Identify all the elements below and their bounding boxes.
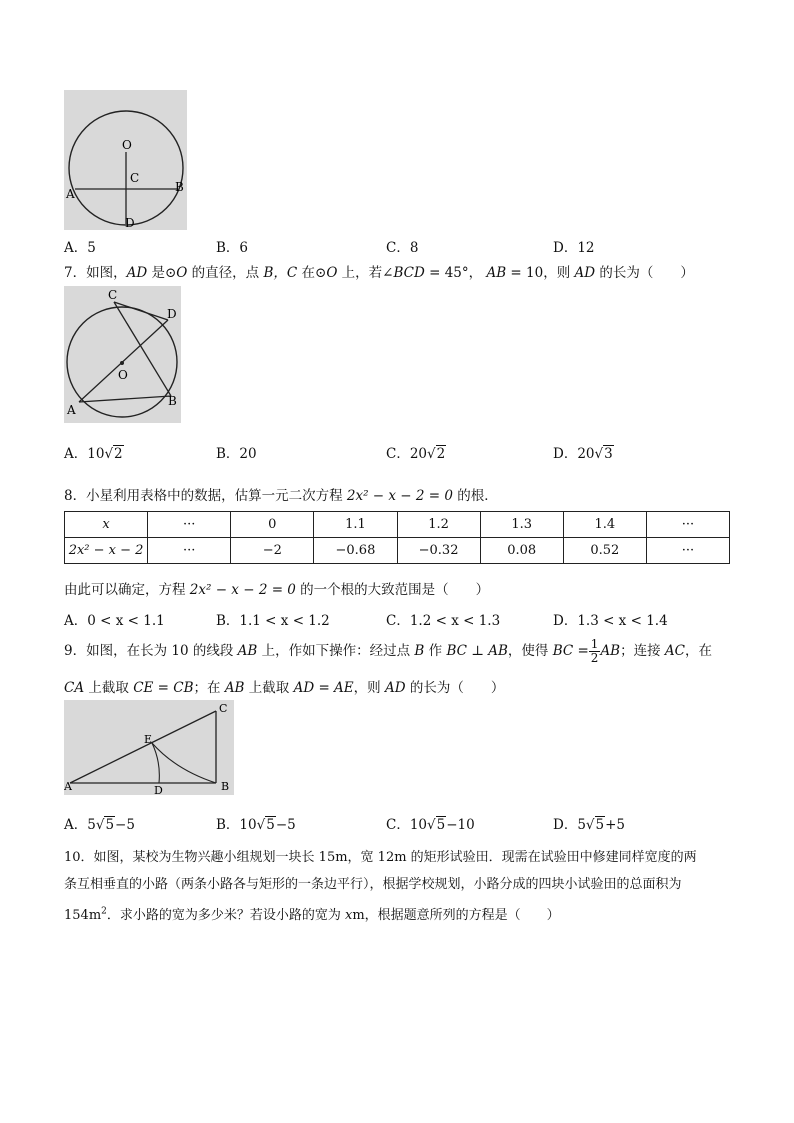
q9-label-a: A — [64, 780, 72, 793]
table-cell: x — [65, 512, 148, 538]
q10-stem-line-3: $154m^2$．求小路的宽为多少米？若设小路的宽为 xm，根据题意所列的方程是（ ） — [64, 906, 560, 923]
table-row — [65, 538, 730, 564]
q9-label-c: C — [219, 702, 228, 715]
q7-label-c: C — [108, 288, 118, 302]
q9-label-b: B — [221, 780, 230, 793]
q7-option-b[interactable]: B．20 — [216, 446, 257, 462]
table-cell: −2 — [231, 538, 314, 564]
q7-label-a: A — [67, 403, 76, 417]
q7-option-a[interactable]: A．10√2 — [64, 446, 123, 462]
table-row — [65, 512, 730, 538]
q9-option-d[interactable]: D．5√5+5 — [553, 817, 626, 833]
q7-label-b: B — [168, 394, 177, 408]
table-cell: ··· — [646, 538, 729, 564]
q9-fraction: $\frac{1}{2}$ — [590, 637, 599, 665]
q7-label-d: D — [167, 307, 177, 321]
table-cell: 1.4 — [563, 512, 646, 538]
table-cell: ··· — [646, 512, 729, 538]
table-cell: 1.3 — [480, 512, 563, 538]
q7-option-d[interactable]: D．20√3 — [553, 446, 613, 462]
q10-stem-line-1: 10．如图，某校为生物兴趣小组规划一块长 15m，宽 12m 的矩形试验田．现需在试验田中修建同样宽度的两 — [64, 850, 697, 865]
table-cell: −0.68 — [314, 538, 397, 564]
q9-option-b[interactable]: B．10√5−5 — [216, 817, 296, 833]
q9-option-c[interactable]: C．10√5−10 — [386, 817, 475, 833]
q6-label-o: O — [122, 138, 132, 152]
q8-option-d[interactable]: D．1.3 < x < 1.4 — [553, 613, 668, 629]
table-cell: 0 — [231, 512, 314, 538]
q8-value-table — [64, 511, 730, 564]
q7-option-c[interactable]: C．20√2 — [386, 446, 446, 462]
q6-option-b[interactable]: B．6 — [216, 240, 249, 256]
table-cell: 0.08 — [480, 538, 563, 564]
q9-option-a[interactable]: A．5√5−5 — [64, 817, 135, 833]
q8-stem: 8．小星利用表格中的数据，估算一元二次方程 2x² − x − 2 = 0 的根． — [64, 488, 498, 504]
q7-figure — [64, 286, 181, 423]
table-cell: 1.1 — [314, 512, 397, 538]
table-cell: ··· — [148, 512, 231, 538]
q9-stem-line-1: 9．如图，在长为 10 的线段 AB 上，作如下操作：经过点 B 作 BC ⊥ AB，使得 BC = $\frac{1}{2}$ AB；连接 AC，在 — [64, 637, 712, 665]
q8-option-c[interactable]: C．1.2 < x < 1.3 — [386, 613, 501, 629]
q8-option-b[interactable]: B．1.1 < x < 1.2 — [216, 613, 330, 629]
q7-stem: 7．如图，AD 是⊙O 的直径，点 B，C 在⊙O 上，若∠BCD = 45°， AB = 10，则 AD 的长为（ ） — [64, 265, 694, 281]
q6-option-c[interactable]: C．8 — [386, 240, 419, 256]
table-cell: 2x² − x − 2 — [65, 538, 148, 564]
table-cell: ··· — [148, 538, 231, 564]
q6-option-d[interactable]: D．12 — [553, 240, 595, 256]
q7-label-o: O — [118, 368, 128, 382]
table-cell: 1.2 — [397, 512, 480, 538]
q6-option-a[interactable]: A．5 — [64, 240, 96, 256]
q6-label-c: C — [130, 171, 140, 185]
q10-stem-line-2: 条互相垂直的小路（两条小路各与矩形的一条边平行），根据学校规划，小路分成的四块小试验田的总面积为 — [64, 877, 682, 892]
q6-label-a: A — [66, 187, 75, 201]
table-cell: −0.32 — [397, 538, 480, 564]
q8-conclusion: 由此可以确定，方程 2x² − x − 2 = 0 的一个根的大致范围是（ ） — [64, 582, 490, 598]
q9-stem-line-2: CA 上截取 CE = CB；在 AB 上截取 AD = AE，则 AD 的长为（ ） — [64, 680, 505, 696]
q6-label-b: B — [175, 180, 184, 194]
q6-figure — [64, 90, 187, 230]
q9-figure — [64, 700, 234, 795]
q6-label-d: D — [125, 216, 135, 230]
q9-label-e: E — [144, 733, 153, 746]
q9-label-d: D — [154, 784, 163, 795]
q8-option-a[interactable]: A．0 < x < 1.1 — [64, 613, 165, 629]
table-cell: 0.52 — [563, 538, 646, 564]
